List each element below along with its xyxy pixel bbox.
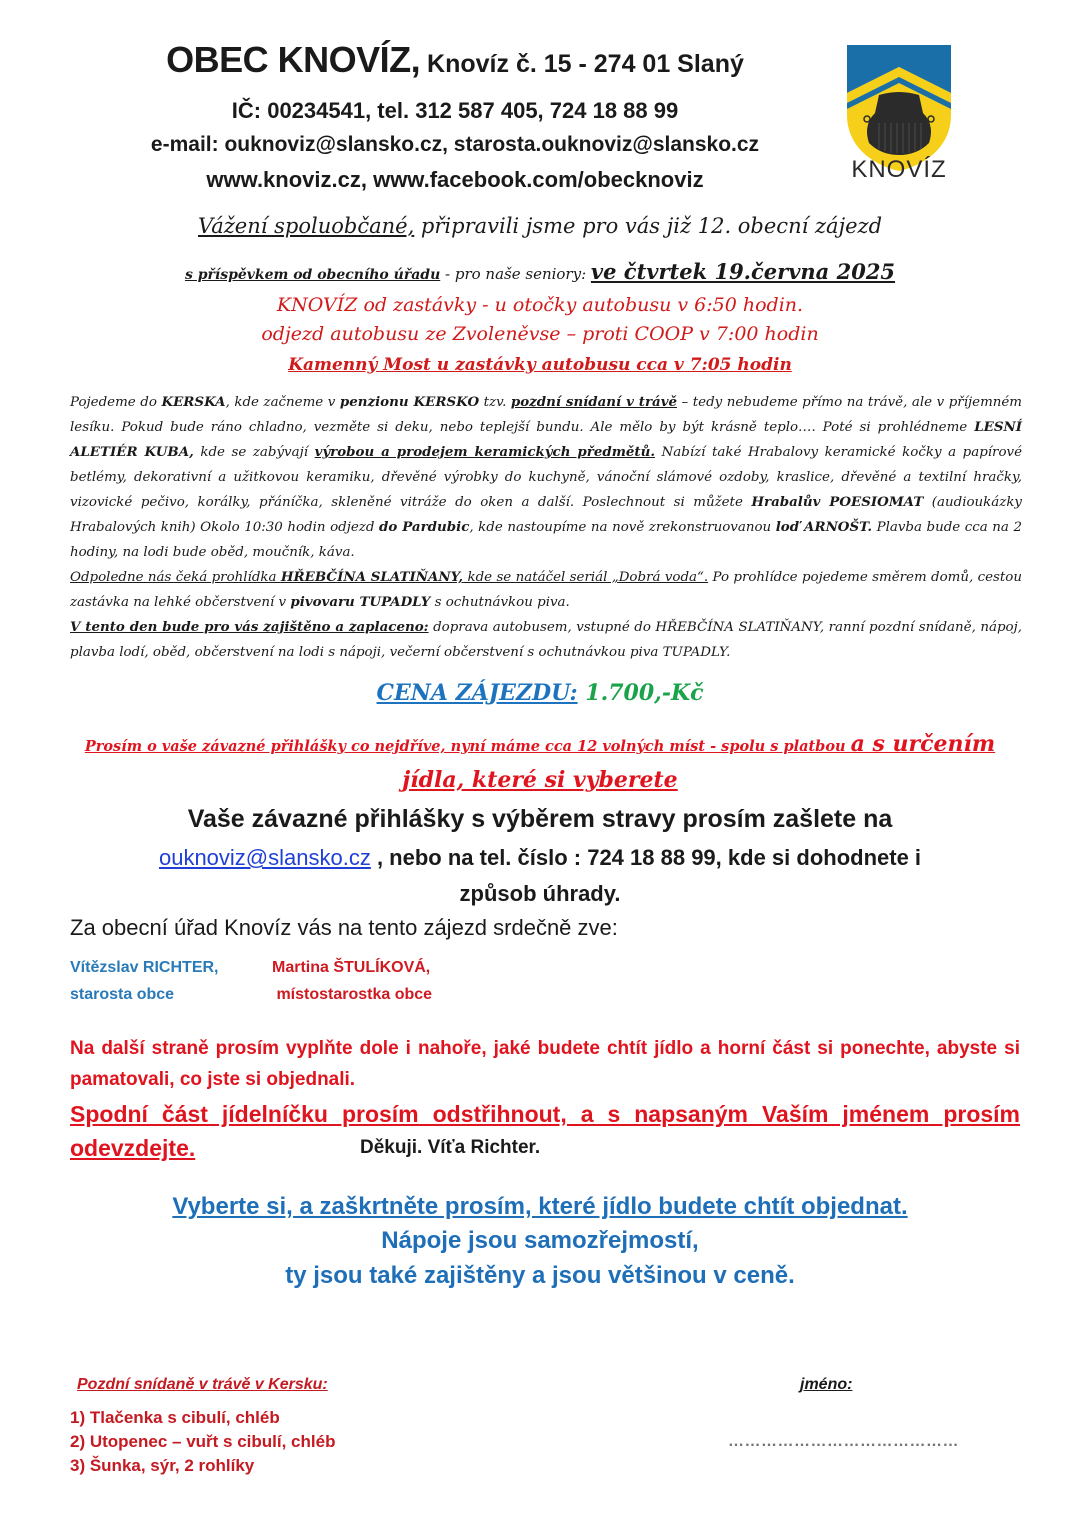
ceramics-production: výrobou a prodejem keramických předmětů.: [314, 444, 655, 460]
included-heading: V tento den bude pro vás zajištěno a zaplaceno:: [70, 619, 429, 635]
place-atelier: LESNÍ ALETIÉR KUBA,: [70, 419, 1022, 460]
departure-knoviz: KNOVÍZ od zastávky - u otočky autobusu v 6:50 hodin.: [276, 294, 804, 316]
place-penzion: penzionu KERSKO: [339, 394, 480, 410]
greeting: Vážení spoluobčané,: [197, 214, 415, 238]
signature-deputy: [272, 954, 432, 1008]
choose-heading: Vyberte si, a zaškrtněte prosím, které jídlo budete chtít objednat.: [172, 1193, 908, 1220]
place-slatinany: HŘEBČÍNA SLATIŇANY,: [280, 569, 464, 585]
contribution-text: s příspěvkem od obecního úřadu: [184, 267, 441, 283]
logo-text: KNOVÍZ: [851, 156, 947, 183]
cut-off-instruction: Spodní část jídelníčku prosím odstřihnout, a s napsaným Vaším jménem prosím odevzdejte.: [70, 1101, 1020, 1161]
thanks-text: Děkuji. Víťa Richter.: [360, 1137, 541, 1158]
header-web: www.knoviz.cz, www.facebook.com/obecknoviz: [206, 167, 704, 192]
org-address: Knovíz č. 15 - 274 01 Slaný: [420, 50, 744, 78]
signup-request: Prosím o vaše závazné přihlášky co nejdříve, nyní máme cca 12 volných míst - spolu s platbou a s určením: [84, 731, 996, 757]
subline: [60, 256, 1020, 291]
drinks-included-note: ty jsou také zajištěny a jsou většinou v ceně.: [285, 1262, 795, 1289]
poesiomat: Hrabalův POESIOMAT: [751, 494, 924, 510]
signature-role: místostarostka obce: [272, 986, 433, 1003]
intro-rest: připravili jsme pro vás již 12. obecní zájezd: [414, 214, 883, 238]
menu-list: [70, 1406, 335, 1478]
payment-line: způsob úhrady.: [459, 881, 621, 906]
place-kersko: KERSKA: [161, 394, 226, 410]
for-seniors-text: - pro naše seniory:: [440, 265, 591, 283]
boat-arnost: loď ARNOŠT.: [775, 519, 873, 535]
phone-text: , nebo na tel. číslo : 724 18 88 99, kde si dohodnete i: [370, 845, 922, 870]
header-ic-phone: IČ: 00234541, tel. 312 587 405, 724 18 88 99: [231, 98, 679, 123]
org-name: OBEC KNOVÍZ,: [166, 39, 421, 80]
header-title: [60, 40, 850, 84]
next-page-instruction: Na další straně prosím vyplňte dole i nahoře, jaké budete chtít jídlo a horní část si ponechte, abyste si pamatovali, co jste si objednali.: [70, 1038, 1020, 1090]
menu-title: Pozdní snídaně v trávě v Kersku:: [77, 1376, 328, 1393]
place-tupadly: pivovaru TUPADLY: [290, 594, 431, 610]
signature-mayor: [70, 954, 218, 1008]
departure-zvolenevse: odjezd autobusu ze Zvoleněvse – proti COOP v 7:00 hodin: [261, 323, 819, 345]
departure-kamenny-most: Kamenný Most u zastávky autobusu cca v 7:05 hodin: [288, 355, 792, 375]
invitation-line: Za obecní úřad Knovíz vás na tento zájezd srdečně zve:: [70, 915, 618, 940]
signature-role: starosta obce: [70, 986, 175, 1003]
name-field[interactable]: [728, 1432, 1008, 1452]
trip-price: [60, 676, 1020, 710]
contact-line: [60, 840, 1020, 876]
trip-date: ve čtvrtek 19.června 2025: [590, 259, 896, 284]
signup-request-line2: jídla, které si vyberete: [402, 767, 678, 793]
program-description: [70, 390, 1022, 665]
intro-line: [60, 210, 1020, 242]
send-to-heading: Vaše závazné přihlášky s výběrem stravy prosím zašlete na: [187, 805, 893, 833]
email-link[interactable]: ouknoviz@slansko.cz: [158, 845, 371, 870]
signature-name: Vítězslav RICHTER,: [70, 959, 219, 976]
late-breakfast: pozdní snídaní v trávě: [510, 394, 678, 410]
place-pardubice: do Pardubic: [378, 519, 470, 535]
menu-item[interactable]: 1) Tlačenka s cibulí, chléb: [70, 1408, 280, 1427]
menu-item[interactable]: 3) Šunka, sýr, 2 rohlíky: [70, 1456, 255, 1475]
header-email: e-mail: ouknoviz@slansko.cz, starosta.ouknoviz@slansko.cz: [150, 133, 760, 156]
price-value: 1.700,-Kč: [577, 680, 704, 706]
program-paragraph-2: Odpoledne nás čeká prohlídka HŘEBČÍNA SLATIŇANY, kde se natáčel seriál „Dobrá voda“. Po prohlídce pojedeme směrem domů, cestou zastávka na lehké občerstvení v pivovaru TUPADLY s ochutnávkou piva.: [70, 569, 1022, 610]
signature-name: Martina ŠTULÍKOVÁ,: [272, 959, 431, 976]
program-paragraph-3: V tento den bude pro vás zajištěno a zaplaceno: doprava autobusem, vstupné do HŘEBČÍNA SLATIŇANY, ranní pozdní snídaně, nápoj, plavba lodí, oběd, občerstvení na lodi s nápoji, večerní občerstvení s ochutnávkou piva TUPADLY.: [70, 619, 1022, 660]
menu-item[interactable]: 2) Utopenec – vuřt s cibulí, chléb: [70, 1432, 336, 1451]
program-paragraph-1: Pojedeme do KERSKA, kde začneme v penzionu KERSKO tzv. pozdní snídaní v trávě – tedy nebudeme přímo na trávě, ale v příjemném lesíku. Pokud bude ráno chladno, vezměte si deku, nebo teplejší bundu. Ale mělo by být krásně teplo…. Poté si prohlédneme LESNÍ ALETIÉR KUBA, kde se zabývají výrobou a prodejem keramických předmětů. Nabízí také Hrabalovy keramické kočky a papírové betlémy, dekorativní a užitkovou keramiku, dřevěné výrobky do kuchyně, vánoční slámové ozdoby, kraslice, dřevěné a textilní hračky, vizovické pečivo, korálky, přáníčka, skleněné vitráže do oken a další. Poslechnout si můžete Hrabalův POESIOMAT (audioukázky Hrabalových knih) Okolo 10:30 hodin odjezd do Pardubic, kde nastoupíme na nově zrekonstruovanou loď ARNOŠT. Plavba bude cca na 2 hodiny, na lodi bude oběd, moučník, káva.: [70, 394, 1023, 560]
drinks-note: Nápoje jsou samozřejmostí,: [381, 1227, 699, 1254]
price-label: CENA ZÁJEZDU:: [376, 680, 578, 706]
name-label: jméno:: [800, 1376, 853, 1393]
